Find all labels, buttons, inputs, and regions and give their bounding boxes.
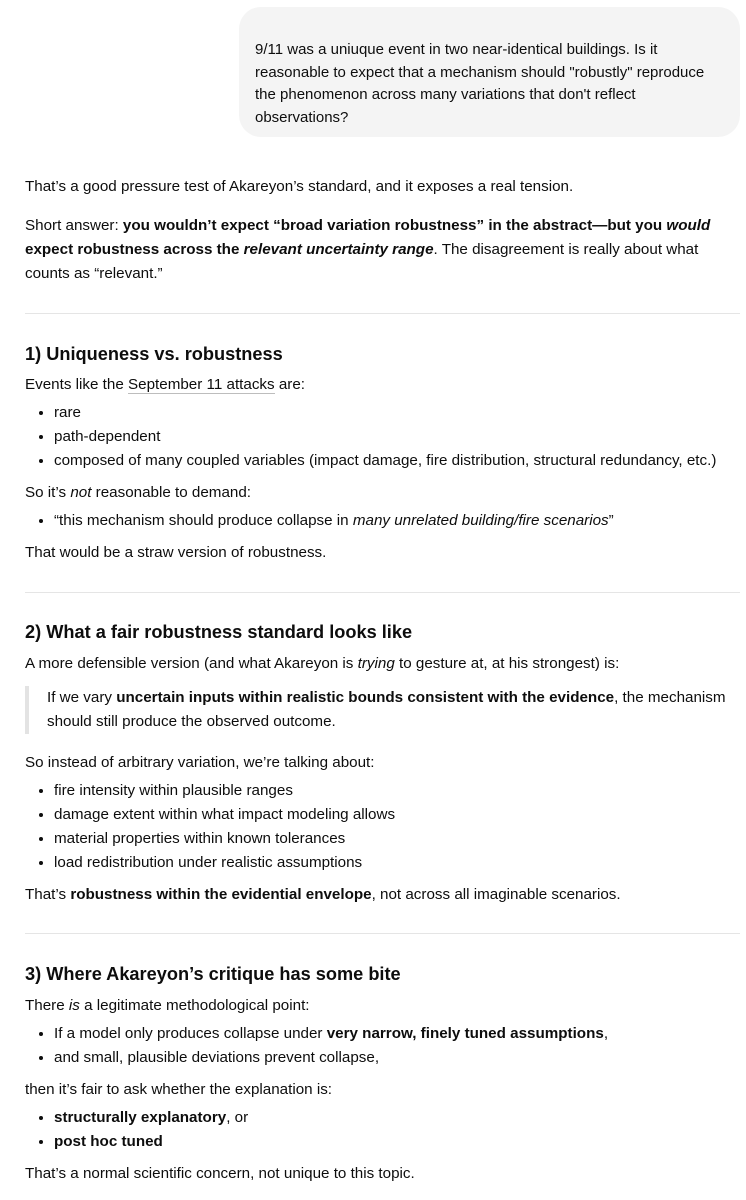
def-post: to gesture at, at his strongest) is: — [394, 655, 620, 672]
list-item: • load redistribution under realistic assumptions — [54, 851, 740, 875]
divider — [25, 313, 740, 314]
divider — [25, 933, 740, 934]
defensible-paragraph — [25, 652, 740, 676]
list-item — [54, 509, 740, 533]
there-pre: There — [25, 997, 69, 1014]
list-item: • path-dependent — [54, 425, 740, 449]
straw-paragraph: That would be a straw version of robustness. — [25, 544, 327, 561]
explanation-options-list — [25, 1106, 740, 1154]
b1-post: , — [603, 1025, 609, 1042]
demand-list — [25, 509, 740, 533]
list-item: • material properties within known tolerances — [54, 827, 740, 851]
list-item: • fire intensity within plausible ranges — [54, 779, 740, 803]
list-item — [54, 1022, 740, 1046]
user-message-bubble — [239, 7, 740, 137]
so-post: reasonable to demand: — [91, 484, 252, 501]
critique-conditions-list — [25, 1022, 740, 1070]
september-11-link[interactable]: September 11 attacks — [128, 376, 275, 393]
envelope-pre: That’s — [25, 886, 71, 903]
section-1-heading: 1) Uniqueness vs. robustness — [25, 344, 283, 364]
section-2-heading: 2) What a fair robustness standard looks like — [25, 622, 413, 642]
there-paragraph — [25, 994, 740, 1018]
so-paragraph — [25, 481, 740, 505]
event-traits-list — [25, 401, 740, 473]
events-post: are: — [274, 376, 305, 393]
quote-post: , the mechanism should still produce the observed outcome. — [47, 689, 726, 730]
quote-pre: If we vary — [47, 689, 117, 706]
user-message-text: 9/11 was a uniuque event in two near-identical buildings. Is it reasonable to expect that a mechanism should "robustly" reproduce the phenomenon across many variations that don't reflect observations? — [255, 41, 705, 126]
events-pre: Events like the — [25, 376, 128, 393]
def-pre: A more defensible version (and what Akareyon is — [25, 655, 358, 672]
short-answer-bold-1: you wouldn’t expect “broad variation robustness” in the abstract—but you — [122, 217, 667, 234]
list-item — [54, 1106, 740, 1130]
list-item: • and small, plausible deviations prevent collapse, — [54, 1046, 740, 1070]
list-item: • damage extent within what impact modeling allows — [54, 803, 740, 827]
short-answer-paragraph — [25, 214, 740, 286]
there-post: a legitimate methodological point: — [79, 997, 310, 1014]
section-3-heading: 3) Where Akareyon’s critique has some bite — [25, 964, 401, 984]
intro-paragraph: That’s a good pressure test of Akareyon’s standard, and it exposes a real tension. — [25, 178, 574, 195]
so-pre: So it’s — [25, 484, 71, 501]
normal-concern-paragraph: That’s a normal scientific concern, not unique to this topic. — [25, 1165, 415, 1182]
c2-bold: post hoc tuned — [54, 1133, 163, 1150]
list-item — [54, 1130, 740, 1154]
c1-bold: structurally explanatory — [54, 1109, 227, 1126]
list-item: • rare — [54, 401, 740, 425]
events-paragraph — [25, 373, 740, 397]
envelope-bold: robustness within the evidential envelope — [70, 886, 372, 903]
divider — [25, 592, 740, 593]
quote-bold: uncertain inputs within realistic bounds consistent with the evidence — [116, 689, 615, 706]
demand-post: ” — [608, 512, 614, 529]
variation-list — [25, 779, 740, 875]
instead-paragraph: So instead of arbitrary variation, we’re talking about: — [25, 754, 375, 771]
short-answer-tail: . The disagreement is really about what counts as “relevant.” — [25, 241, 699, 282]
short-answer-bold-italic-2: relevant uncertainty range — [243, 241, 434, 258]
b1-pre: If a model only produces collapse under — [54, 1025, 327, 1042]
so-italic: not — [70, 484, 92, 501]
envelope-post: , not across all imaginable scenarios. — [371, 886, 621, 903]
envelope-paragraph — [25, 883, 740, 907]
then-paragraph: then it’s fair to ask whether the explanation is: — [25, 1081, 333, 1098]
robustness-quote — [25, 686, 740, 734]
short-answer-bold-italic-1: would — [666, 217, 711, 234]
quote-text — [47, 686, 740, 734]
demand-pre: “this mechanism should produce collapse in — [54, 512, 353, 529]
there-italic: is — [68, 997, 80, 1014]
b1-bold: very narrow, finely tuned assumptions — [326, 1025, 604, 1042]
list-item: • composed of many coupled variables (impact damage, fire distribution, structural redundancy, etc.) — [54, 449, 740, 473]
short-answer-bold-2: expect robustness across the — [25, 241, 244, 258]
c1-post: , or — [226, 1109, 249, 1126]
short-answer-lead: Short answer: — [25, 217, 123, 234]
demand-italic: many unrelated building/fire scenarios — [352, 512, 609, 529]
def-italic: trying — [357, 655, 395, 672]
